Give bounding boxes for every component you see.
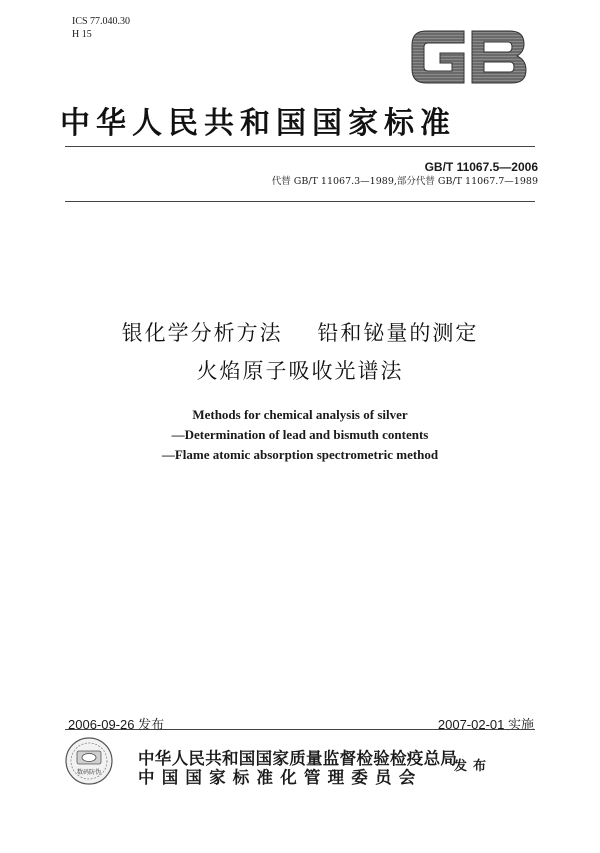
english-title-line-1: Methods for chemical analysis of silver [192, 407, 408, 422]
issue-label: 发布 [454, 759, 493, 774]
replaces-note: 代替 GB/T 11067.3—1989,部分代替 GB/T 11067.7—1989 [271, 176, 538, 187]
issuer-aqsiq: 中华人民共和国国家质量监督检验检疫总局 [138, 749, 458, 768]
national-standard-title: 中华人民共和国国家标准 [60, 106, 456, 141]
footer-divider [65, 729, 535, 730]
standard-number: GB/T 11067.5—2006 [424, 160, 538, 174]
implementation-date: 2007-02-01 实施 [437, 717, 534, 732]
english-title-line-3: —Flame atomic absorption spectrometric method [161, 447, 439, 462]
gb-logo [406, 25, 532, 89]
chinese-title-line-2: 火焰原子吸收光谱法 [196, 359, 404, 383]
classification-codes [72, 15, 130, 41]
english-title-line-2: —Determination of lead and bismuth contents [171, 427, 429, 442]
ccs-code: H 15 [72, 29, 92, 40]
chinese-title-line-1: 银化学分析方法 铅和铋量的测定 [121, 321, 479, 345]
ics-code: ICS 77.040.30 [72, 16, 131, 27]
seal-text: 数码防伪 [76, 769, 102, 776]
issue-date: 2006-09-26 发布 [68, 717, 165, 732]
title-divider [65, 201, 535, 202]
header-divider [65, 146, 535, 147]
anti-counterfeit-seal-icon [64, 736, 114, 786]
issuer-sac: 中国国家标准化管理委员会 [138, 768, 423, 787]
